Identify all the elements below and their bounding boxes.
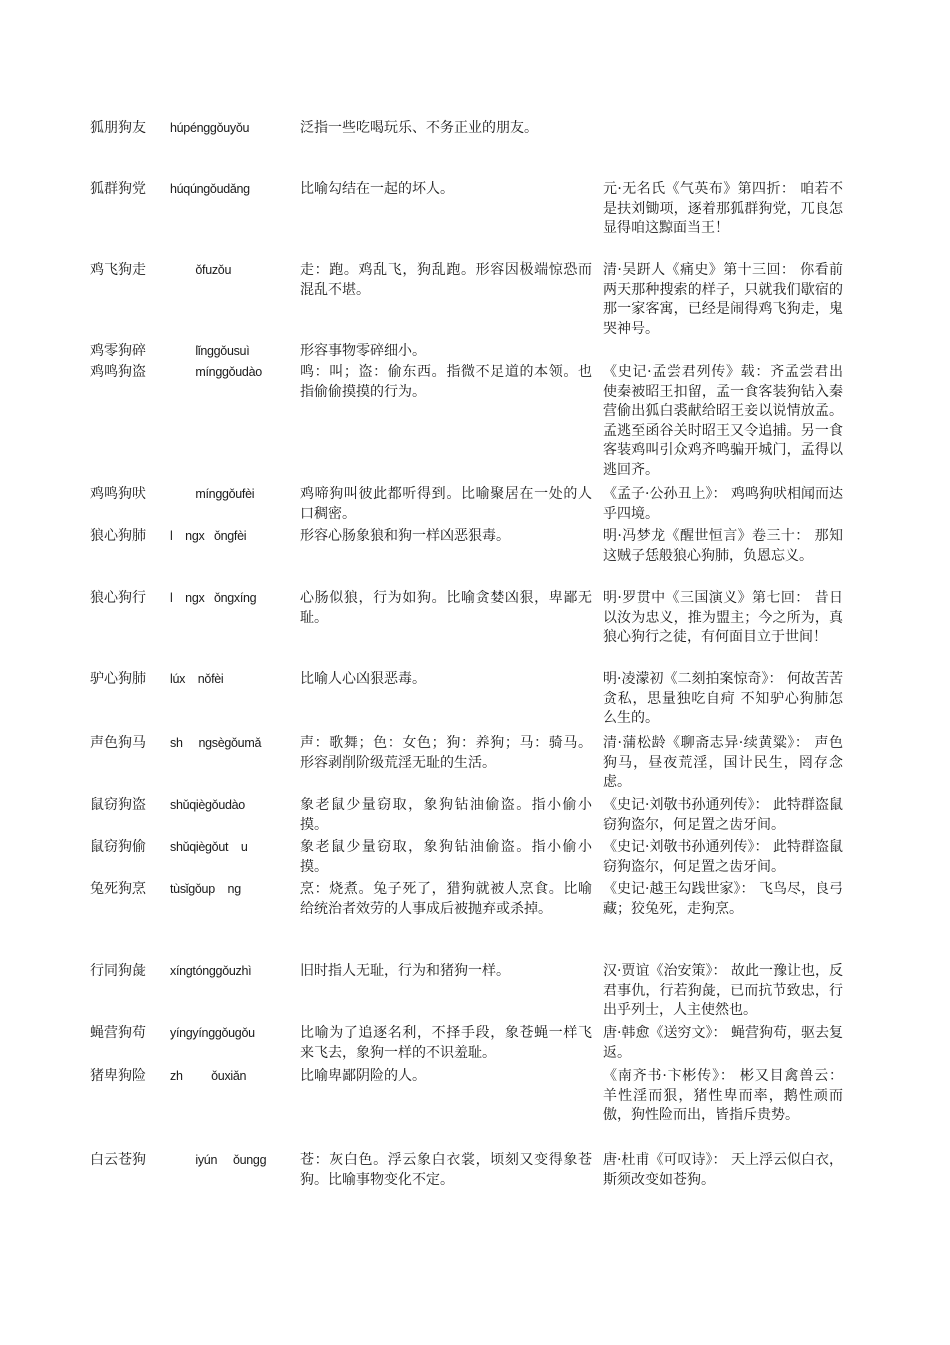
idiom-pinyin: zh ǒuxiǎn	[170, 1069, 247, 1083]
idiom-source: 清·蒲松龄《聊斋志异·续黄粱》： 声色狗马，昼夜荒淫，国计民生，罔存念虑。	[603, 735, 843, 790]
idiom-meaning: 走：跑。鸡乱飞，狗乱跑。形容因极端惊恐而混乱不堪。	[300, 262, 592, 298]
idiom-source: 《史记·孟尝君列传》载：齐孟尝君出使秦被昭王扣留，孟一食客装狗钻入秦营偷出狐白裘献给昭王妾以说情放孟。孟逃至函谷关时昭王又令追捕。另一食客装鸡叫引众鸡齐鸣骗开城门，孟得以逃回齐。	[603, 364, 843, 478]
idiom-meaning: 苍：灰白色。浮云象白衣裳，顷刻又变得象苍狗。比喻事物变化不定。	[300, 1152, 592, 1188]
idiom-meaning: 比喻为了追逐名利，不择手段，象苍蝇一样飞来飞去，象狗一样的不识羞耻。	[300, 1025, 592, 1061]
idiom-meaning: 形容心肠象狼和狗一样凶恶狠毒。	[300, 528, 510, 544]
idiom-term: 鸡零狗碎	[90, 343, 146, 359]
idiom-term: 声色狗马	[90, 735, 146, 751]
idiom-term: 鸡鸣狗吠	[90, 486, 146, 502]
idiom-source: 《孟子·公孙丑上》： 鸡鸣狗吠相闻而达乎四境。	[603, 486, 843, 522]
idiom-source: 《南齐书·卞彬传》： 彬又目禽兽云： 羊性淫而狠，猪性卑而率，鹅性顽而傲，狗性险而出，皆指斥贵势。	[603, 1068, 843, 1123]
idiom-meaning: 旧时指人无耻，行为和猪狗一样。	[300, 963, 510, 979]
idiom-term: 鼠窃狗偷	[90, 839, 146, 855]
idiom-term: 鸡鸣狗盗	[90, 364, 146, 380]
idiom-term: 狐朋狗友	[90, 120, 146, 136]
idiom-term: 行同狗彘	[90, 963, 146, 979]
idiom-source: 唐·杜甫《可叹诗》： 天上浮云似白衣，斯须改变如苍狗。	[603, 1152, 843, 1188]
idiom-term: 狐群狗党	[90, 181, 146, 197]
idiom-meaning: 比喻勾结在一起的坏人。	[300, 181, 454, 197]
idiom-pinyin: ǒfuzǒu	[170, 263, 232, 277]
idiom-meaning: 形容事物零碎细小。	[300, 343, 426, 359]
idiom-term: 猪卑狗险	[90, 1068, 146, 1084]
idiom-source: 唐·韩愈《送穷文》： 蝇营狗苟，驱去复返。	[603, 1025, 843, 1061]
idiom-term: 鸡飞狗走	[90, 262, 146, 278]
idiom-meaning: 鸣：叫；盗：偷东西。指微不足道的本领。也指偷偷摸摸的行为。	[300, 364, 592, 400]
idiom-source: 元·无名氏《气英布》第四折： 咱若不是扶刘锄项，逐着那狐群狗党，兀良怎显得咱这黥面当王！	[603, 181, 843, 236]
idiom-source: 明·罗贯中《三国演义》第七回： 昔日以汝为忠义，推为盟主；今之所为，真狼心狗行之徒，有何面目立于世间！	[603, 590, 843, 645]
idiom-source: 汉·贾谊《治安策》： 故此一豫让也，反君事仇，行若狗彘，已而抗节致忠，行出乎列士，人主使然也。	[603, 963, 843, 1018]
idiom-term: 狼心狗肺	[90, 528, 146, 544]
idiom-pinyin: tùsǐgǒup ng	[170, 882, 241, 896]
idiom-pinyin: mínggǒufèi	[170, 487, 255, 501]
idiom-meaning: 声：歌舞；色：女色；狗：养狗；马：骑马。形容剥削阶级荒淫无耻的生活。	[300, 735, 592, 771]
idiom-pinyin: shǔqiègǒudào	[170, 798, 245, 812]
idiom-meaning: 比喻人心凶狠恶毒。	[300, 671, 426, 687]
idiom-pinyin: yíngyínggǒugǒu	[170, 1026, 255, 1040]
idiom-pinyin: iyún ǒungg	[170, 1153, 267, 1167]
idiom-term: 兔死狗烹	[90, 881, 146, 897]
idiom-pinyin: l ngx ǒngxíng	[170, 591, 257, 605]
idiom-source: 《史记·越王勾践世家》： 飞鸟尽，良弓藏；狡兔死，走狗烹。	[603, 881, 843, 917]
idiom-pinyin: mínggǒudào	[170, 365, 262, 379]
idiom-meaning: 象老鼠少量窃取，象狗钻油偷盗。指小偷小摸。	[300, 839, 592, 875]
idiom-pinyin: húpénggǒuyǒu	[170, 121, 250, 135]
idiom-meaning: 心肠似狼，行为如狗。比喻贪婪凶狠，卑鄙无耻。	[300, 590, 592, 626]
idiom-term: 蝇营狗苟	[90, 1025, 146, 1041]
idiom-pinyin: shǔqiègǒut u	[170, 840, 248, 854]
idiom-meaning: 泛指一些吃喝玩乐、不务正业的朋友。	[300, 120, 538, 136]
idiom-term: 驴心狗肺	[90, 671, 146, 687]
idiom-pinyin: l ngx ǒngfèi	[170, 529, 247, 543]
idiom-pinyin: sh ngsègǒumǎ	[170, 736, 262, 750]
idiom-source: 明·冯梦龙《醒世恒言》卷三十： 那知这贼子恁般狼心狗肺，负恩忘义。	[603, 528, 843, 564]
idiom-pinyin: lǐnggǒusuì	[170, 344, 250, 358]
idiom-meaning: 比喻卑鄙阴险的人。	[300, 1068, 426, 1084]
idiom-term: 鼠窃狗盗	[90, 797, 146, 813]
idiom-source: 《史记·刘敬书孙通列传》： 此特群盗鼠窃狗盗尔，何足置之齿牙间。	[603, 839, 843, 875]
idiom-term: 狼心狗行	[90, 590, 146, 606]
idiom-pinyin: húqúngǒudǎng	[170, 182, 250, 196]
idiom-source: 《史记·刘敬书孙通列传》： 此特群盗鼠窃狗盗尔，何足置之齿牙间。	[603, 797, 843, 833]
idiom-meaning: 鸡啼狗叫彼此都听得到。比喻聚居在一处的人口稠密。	[300, 486, 592, 522]
idiom-pinyin: lúx nǒfèi	[170, 672, 224, 686]
idiom-pinyin: xíngtónggǒuzhì	[170, 964, 252, 978]
idiom-term: 白云苍狗	[90, 1152, 146, 1168]
idiom-source: 明·凌濛初《二刻拍案惊奇》： 何故苦苦贪私，思量独吃自疴 不知驴心狗肺怎么生的。	[603, 671, 843, 726]
idiom-meaning: 象老鼠少量窃取，象狗钻油偷盗。指小偷小摸。	[300, 797, 592, 833]
idiom-meaning: 烹：烧煮。兔子死了，猎狗就被人烹食。比喻给统治者效劳的人事成后被抛弃或杀掉。	[300, 881, 592, 917]
idiom-source: 清·吴趼人《痛史》第十三回： 你看前两天那种搜索的样子，只就我们歇宿的那一家客寓，已经是闹得鸡飞狗走，鬼哭神号。	[603, 262, 843, 337]
